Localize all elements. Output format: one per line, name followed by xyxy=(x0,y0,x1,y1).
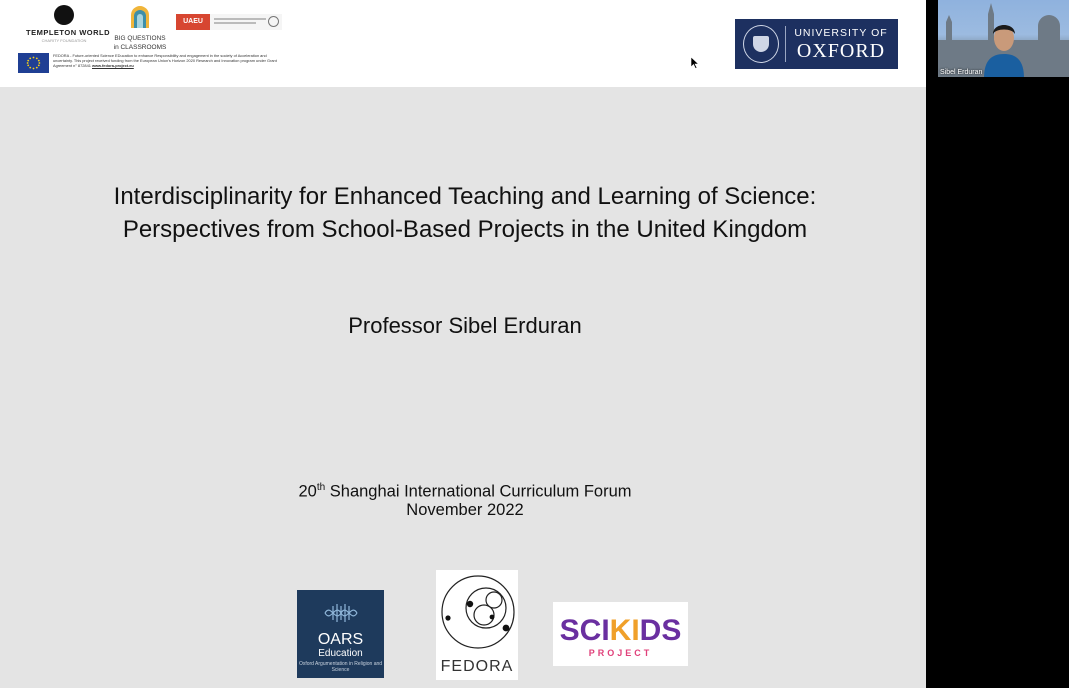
uaeu-text-lines xyxy=(214,18,266,26)
big-questions-logo xyxy=(110,5,170,51)
oxford-crest-icon xyxy=(743,25,779,63)
templeton-world-logo xyxy=(26,5,111,43)
uaeu-logo xyxy=(176,14,282,30)
oxford-line1: UNIVERSITY OF xyxy=(794,27,888,39)
fedora-note-text: FEDORA - Future-oriented Science EDucation to enhance Responsibility and engagement in the society of Acceleration and uncertainty. This project received funding from the European Union's Horizon 2020 Research and Innovation program under Grant Agreement n° 872841 xyxy=(53,53,277,68)
scikids-part1: SCI xyxy=(559,614,610,647)
big-questions-line2: in CLASSROOMS xyxy=(113,44,167,51)
participant-name-label: Sibel Erduran xyxy=(940,69,983,76)
participant-sidebar xyxy=(926,0,1069,688)
slide-header xyxy=(0,0,926,87)
title-line1: Interdisciplinarity for Enhanced Teaching and Learning of Science: xyxy=(113,183,817,210)
oars-line3: Oxford Argumentation in Religion and Science xyxy=(298,661,383,673)
presenter-name: Professor Sibel Erduran xyxy=(348,313,582,338)
forum-ordinal-suffix: th xyxy=(316,482,326,493)
participant-video-tile[interactable] xyxy=(938,0,1069,77)
slide-title xyxy=(40,180,890,246)
participant-avatar xyxy=(982,8,1026,77)
scikids-title xyxy=(553,614,688,648)
forum-number: 20 xyxy=(298,482,317,501)
scikids-part3: DS xyxy=(639,614,682,647)
templeton-name: TEMPLETON WORLD xyxy=(26,28,111,37)
arch-icon xyxy=(128,5,152,28)
fedora-link[interactable]: www.fedora-project.eu xyxy=(92,63,134,68)
fedora-orbits-icon xyxy=(436,570,518,658)
oxford-line2: OXFORD xyxy=(796,40,886,62)
title-line2: Perspectives from School-Based Projects in the United Kingdom xyxy=(122,216,808,243)
uaeu-seal-icon xyxy=(268,16,279,27)
fedora-label: FEDORA xyxy=(440,658,514,675)
oars-wave-icon xyxy=(321,600,361,626)
oars-line2: Education xyxy=(318,648,363,659)
scikids-part2: KI xyxy=(609,614,640,647)
forum-title: Shanghai International Curriculum Forum xyxy=(325,482,632,501)
scikids-project-logo xyxy=(553,602,688,666)
fedora-funding-note xyxy=(53,53,285,68)
oars-line1: OARS xyxy=(317,631,364,648)
scikids-sub: PROJECT xyxy=(588,648,653,658)
forum-date: November 2022 xyxy=(406,501,524,519)
oxford-logo xyxy=(735,19,898,69)
eu-flag-icon xyxy=(18,53,49,73)
oars-education-logo xyxy=(297,590,384,678)
mouse-cursor-icon xyxy=(691,57,699,69)
templeton-sub: CHARITY FOUNDATION xyxy=(41,38,87,43)
uaeu-label: UAEU xyxy=(176,14,210,30)
big-questions-line1: BIG QUESTIONS xyxy=(114,35,166,42)
butterfly-icon xyxy=(54,5,74,25)
fedora-logo xyxy=(436,570,518,680)
